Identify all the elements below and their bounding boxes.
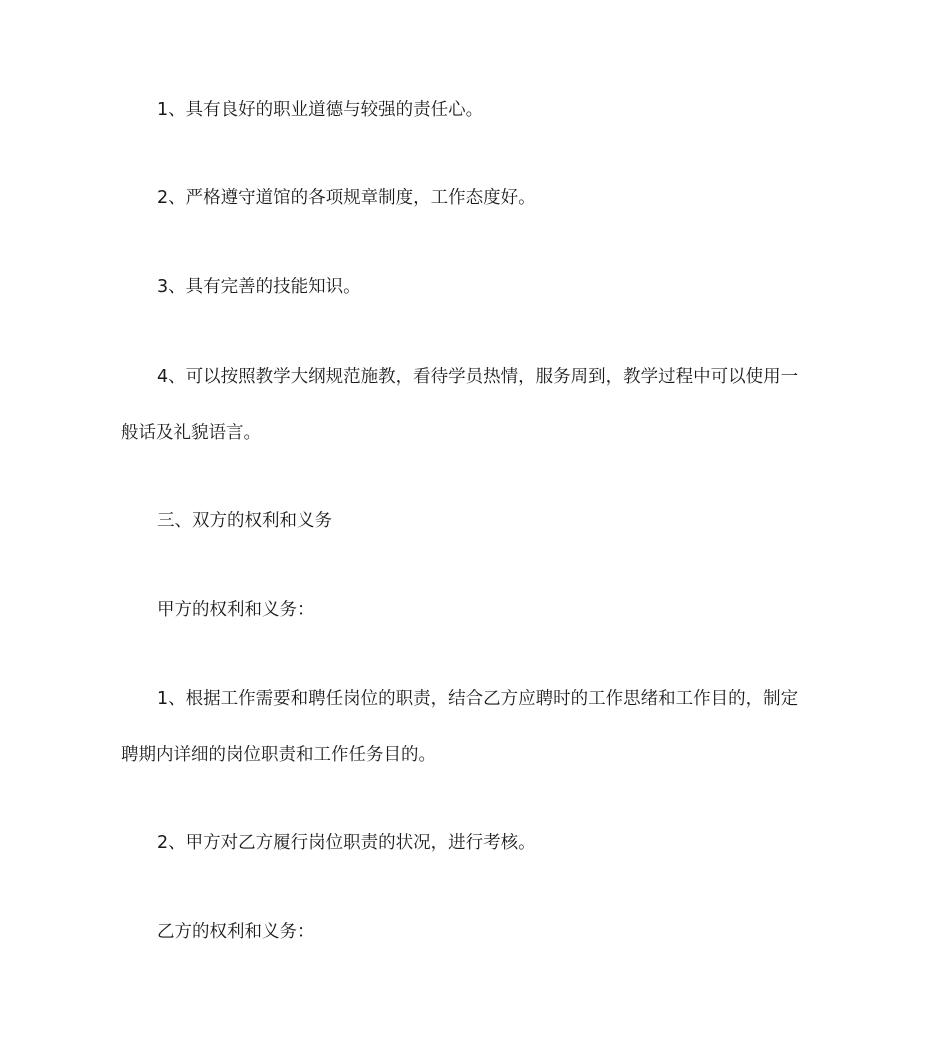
requirement-item-3: 3、具有完善的技能知识。 (157, 277, 361, 297)
party-a-item-1-line-2: 聘期内详细的岗位职责和工作任务目的。 (121, 745, 436, 765)
party-b-heading: 乙方的权利和义务： (157, 922, 315, 942)
section-heading-rights-obligations: 三、双方的权利和义务 (157, 511, 332, 531)
requirement-item-1: 1、具有良好的职业道德与较强的责任心。 (157, 100, 484, 120)
party-a-item-2: 2、甲方对乙方履行岗位职责的状况，进行考核。 (157, 833, 536, 853)
party-a-heading: 甲方的权利和义务： (157, 600, 315, 620)
requirement-item-2: 2、严格遵守道馆的各项规章制度，工作态度好。 (157, 188, 536, 208)
requirement-item-4-line-2: 般话及礼貌语言。 (121, 423, 261, 443)
party-a-item-1-line-1: 1、根据工作需要和聘任岗位的职责，结合乙方应聘时的工作思绪和工作目的，制定 (157, 689, 799, 709)
requirement-item-4-line-1: 4、可以按照教学大纲规范施教，看待学员热情，服务周到，教学过程中可以使用一 (157, 367, 799, 387)
